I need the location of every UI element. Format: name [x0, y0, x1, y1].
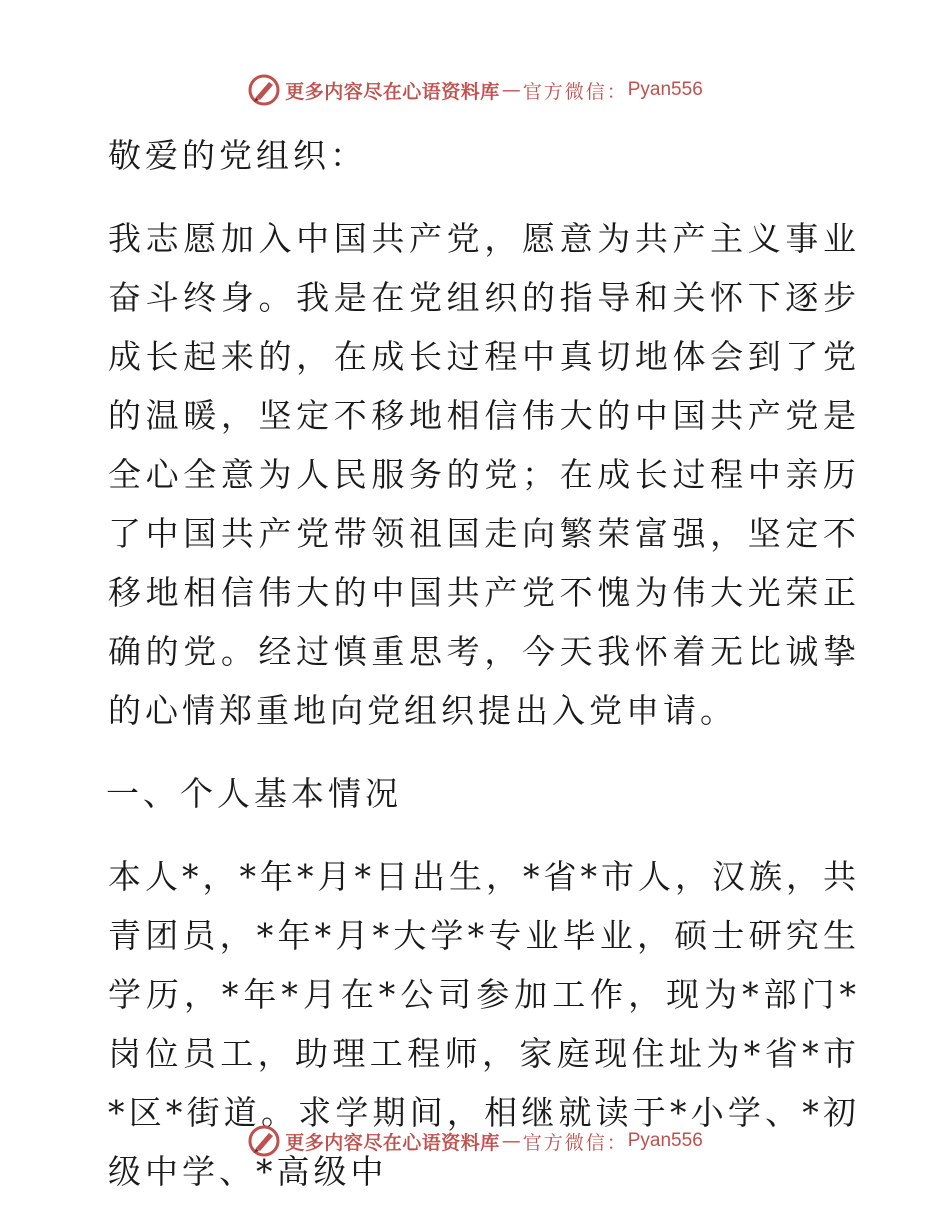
- watermark-wechat-id: Pyan556: [627, 79, 703, 100]
- watermark-text: 更多内容尽在心语资料库: [285, 1131, 500, 1154]
- basic-info-paragraph: 本人*，*年*月*日出生，*省*市人，汉族，共青团员，*年*月*大学*专业毕业，硕士研究生学历，*年*月在*公司参加工作，现为*部门*岗位员工，助理工程师，家庭现住址为*省*市*区*街道。求学期间，相继就读于*小学、*初级中学、*高级中: [108, 857, 860, 1191]
- intro-paragraph: 我志愿加入中国共产党，愿意为共产主义事业奋斗终身。我是在党组织的指导和关怀下逐步成长起来的，在成长过程中真切地体会到了党的温暖，坚定不移地相信伟大的中国共产党是全心全意为人民服务的党；在成长过程中亲历了中国共产党带领祖国走向繁荣富强，坚定不移地相信伟大的中国共产党不愧为伟大光荣正确的党。经过慎重思考，今天我怀着无比诚挚的心情郑重地向党组织提出入党申请。: [108, 219, 860, 730]
- document-body: [100, 126, 860, 1225]
- watermark-dash: —: [501, 1130, 521, 1152]
- watermark-banner-top: [0, 72, 950, 108]
- watermark-wechat-label: 官方微信：: [522, 1131, 628, 1154]
- pen-logo-icon: [247, 1124, 281, 1158]
- watermark-text: 更多内容尽在心语资料库: [285, 80, 500, 103]
- watermark-wechat-id: Pyan556: [627, 1130, 703, 1151]
- watermark-dash: —: [501, 79, 521, 101]
- salutation: 敬爱的党组织：: [108, 136, 367, 175]
- watermark-banner-bottom: [0, 1123, 950, 1159]
- section-heading: 一、个人基本情况: [106, 774, 402, 813]
- watermark-wechat-label: 官方微信：: [522, 80, 628, 103]
- pen-logo-icon: [247, 73, 281, 107]
